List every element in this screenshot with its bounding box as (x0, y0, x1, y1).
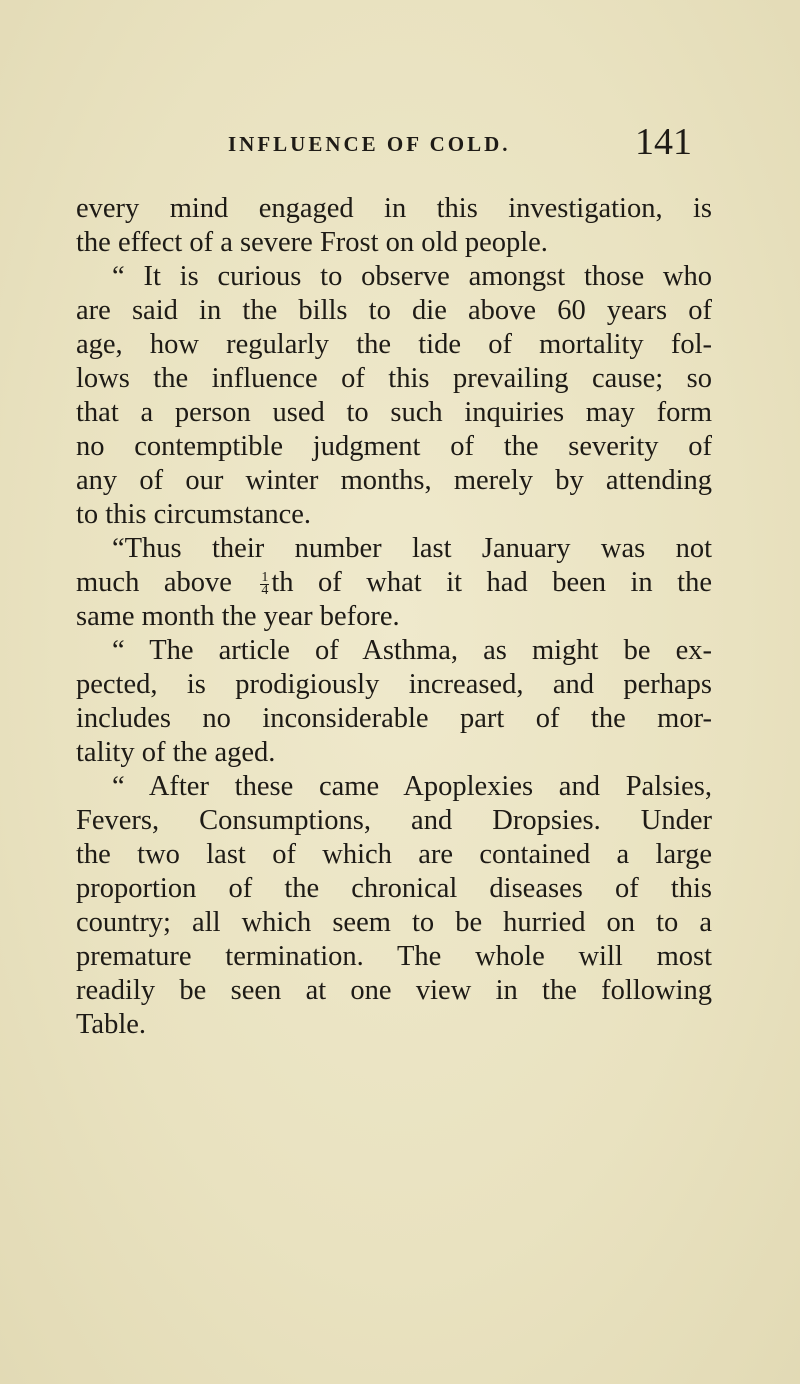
text-line: “ It is curious to observe amongst those who (112, 261, 712, 292)
text-line: are said in the bills to die above 60 years of (76, 295, 712, 326)
text-line: to this circumstance. (76, 499, 312, 530)
text-line: the effect of a severe Frost on old people. (76, 227, 548, 258)
running-title: INFLUENCE OF COLD. (228, 132, 511, 156)
text-line: same month the year before. (76, 601, 400, 632)
text-line: premature termination. The whole will most (76, 941, 712, 972)
running-head (228, 120, 708, 170)
text-line: that a person used to such inquiries may form (76, 397, 712, 428)
text-line: the two last of which are contained a large (76, 839, 712, 870)
text-line: proportion of the chronical diseases of this (76, 873, 712, 904)
fraction-denominator: 4 (261, 582, 269, 598)
text-segment: th of what it had been in the (271, 567, 712, 598)
text-line: lows the influence of this prevailing cause; so (76, 363, 712, 394)
text-line: “ The article of Asthma, as might be ex- (112, 635, 712, 666)
text-line: “Thus their number last January was not (112, 533, 712, 564)
text-line: any of our winter months, merely by attending (76, 465, 712, 496)
fraction-numerator: 1 (261, 569, 269, 585)
text-line: every mind engaged in this investigation, is (76, 193, 712, 224)
text-line: Table. (76, 1009, 147, 1040)
text-line: “ After these came Apoplexies and Palsies, (112, 771, 712, 802)
text-line: country; all which seem to be hurried on to a (76, 907, 712, 938)
text-line-with-fraction (76, 566, 712, 600)
fraction (260, 569, 269, 598)
text-line: age, how regularly the tide of mortality fol- (76, 329, 712, 360)
text-line: tality of the aged. (76, 737, 276, 768)
text-line: no contemptible judgment of the severity of (76, 431, 712, 462)
text-line: includes no inconsiderable part of the mor- (76, 703, 712, 734)
page-number: 141 (635, 121, 692, 163)
text-line: pected, is prodigiously increased, and perhaps (76, 669, 712, 700)
text-line: Fevers, Consumptions, and Dropsies. Under (76, 805, 712, 836)
body-text (76, 192, 712, 1042)
text-segment: much above (76, 567, 232, 598)
text-line: readily be seen at one view in the following (76, 975, 712, 1006)
